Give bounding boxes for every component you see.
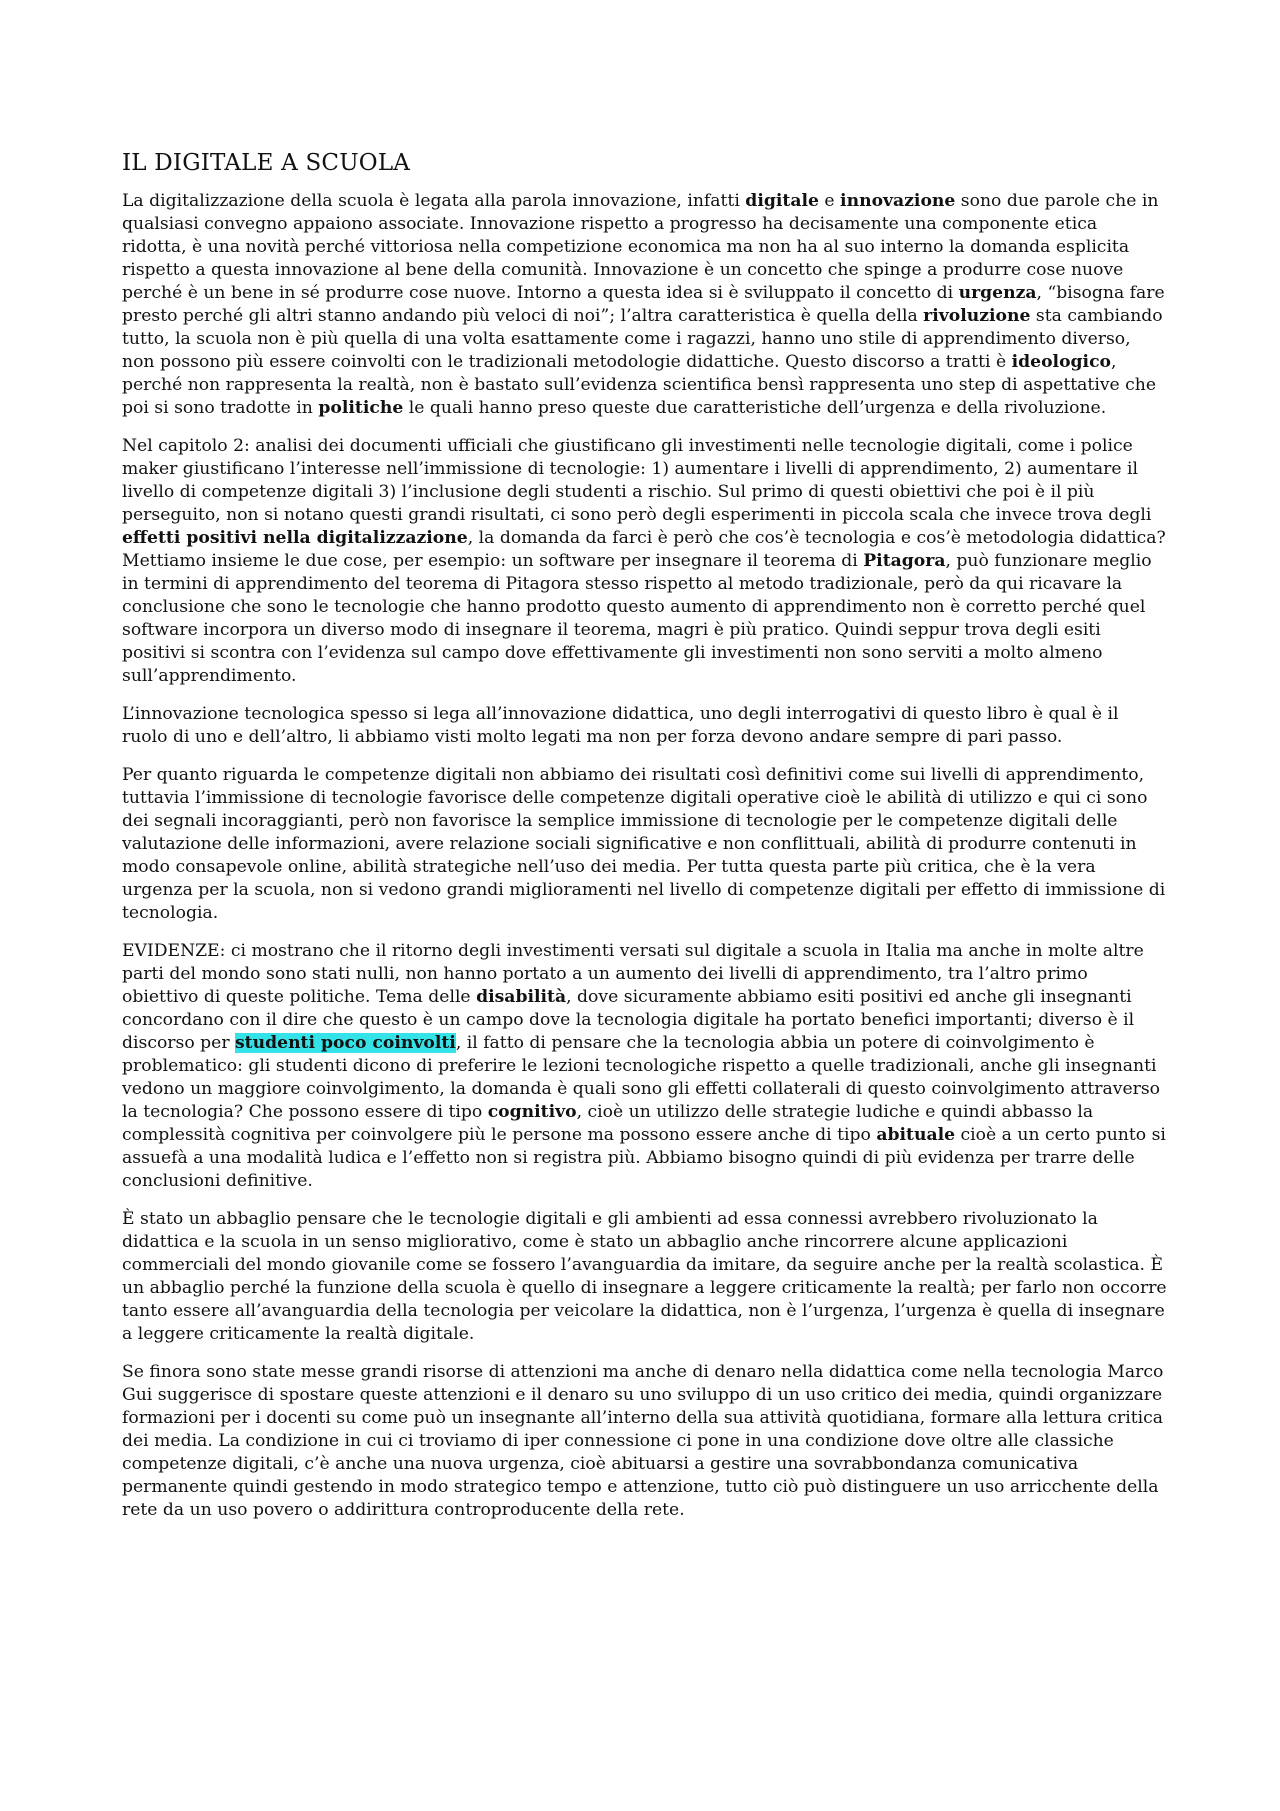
text-run: cioè a un certo punto si assuefà a una modalità ludica e l’effetto non si registra più. Abbiamo bisogno quindi di più evidenza per trarre delle conclusioni definitive.	[122, 1125, 1166, 1191]
bold-term: innovazione	[840, 191, 956, 211]
text-run: , la domanda da farci è però che cos’è tecnologia e cos’è metodologia didattica? Mettiamo insieme le due cose, per esempio: un software per insegnare il teorema di	[122, 528, 1166, 571]
paragraph	[122, 1208, 1167, 1346]
bold-term: ideologico	[1011, 352, 1112, 372]
paragraph	[122, 435, 1167, 688]
text-run: È stato un abbaglio pensare che le tecnologie digitali e gli ambienti ad essa connessi avrebbero rivoluzionato la didattica e la scuola in un senso migliorativo, come è stato un abbaglio anche rincorrere alcune applicazioni commerciali del mondo giovanile come se fossero l’avanguardia da imitare, da seguire anche per la realtà scolastica. È un abbaglio perché la funzione della scuola è quello di insegnare a leggere criticamente la realtà; per farlo non occorre tanto essere all’avanguardia della tecnologia per veicolare la didattica, non è l’urgenza, l’urgenza è quella di insegnare a leggere criticamente la realtà digitale.	[122, 1209, 1167, 1344]
bold-term: abituale	[876, 1125, 956, 1145]
text-run: e	[818, 191, 841, 211]
bold-term: cognitivo	[487, 1102, 577, 1122]
text-run: , il fatto di pensare che la tecnologia abbia un potere di coinvolgimento è problematico: gli studenti dicono di preferire le lezioni tecnologiche rispetto a quelle tradizionali, anche gli insegnanti vedono un maggiore coinvolgimento, la domanda è quali sono gli effetti collaterali di questo coinvolgimento attraverso la tecnologia? Che possono essere di tipo	[122, 1033, 1161, 1122]
text-run: Se finora sono state messe grandi risorse di attenzioni ma anche di denaro nella didattica come nella tecnologia Marco Gui suggerisce di spostare queste attenzioni e il denaro su uno sviluppo di un uso critico dei media, quindi organizzare formazioni per i docenti su come può un insegnante all’interno della sua attività quotidiana, formare alla lettura critica dei media. La condizione in cui ci troviamo di iper connessione ci pone in una condizione dove oltre alle classiche competenze digitali, c’è anche una nuova urgenza, cioè abituarsi a gestire una sovrabbondanza comunicativa permanente quindi gestendo in modo strategico tempo e attenzione, tutto ciò può distinguere un uso arricchente della rete da un uso povero o addirittura controproducente della rete.	[122, 1362, 1164, 1520]
text-run: sta cambiando tutto, la scuola non è più quella di una volta esattamente come i ragazzi, hanno uno stile di apprendimento diverso, non possono più essere coinvolti con le tradizionali metodologie didattiche. Questo discorso a tratti è	[122, 306, 1163, 372]
document-body	[122, 190, 1167, 1522]
text-run: , può funzionare meglio in termini di apprendimento del teorema di Pitagora stesso rispetto al metodo tradizionale, però da qui ricavare la conclusione che sono le tecnologie che hanno prodotto questo aumento di apprendimento non è corretto perché quel software incorpora un diverso modo di insegnare il teorema, magri è più pratico. Quindi seppur trova degli esiti positivi si scontra con l’evidenza sul campo dove effettivamente gli investimenti non sono serviti a molto almeno sull’apprendimento.	[122, 551, 1152, 686]
document-page	[122, 150, 1167, 1537]
bold-term: disabilità	[476, 987, 567, 1007]
text-run: L’innovazione tecnologica spesso si lega all’innovazione didattica, uno degli interrogativi di questo libro è qual è il ruolo di uno e dell’altro, li abbiamo visti molto legati ma non per forza devono andare sempre di pari passo.	[122, 704, 1119, 747]
bold-term: rivoluzione	[923, 306, 1031, 326]
document-title: IL DIGITALE A SCUOLA	[122, 150, 411, 176]
text-run: sono due parole che in qualsiasi convegno appaiono associate. Innovazione rispetto a progresso ha decisamente una componente etica ridotta, è una novità perché vittoriosa nella competizione economica ma non ha al suo interno la domanda esplicita rispetto a questa innovazione al bene della comunità. Innovazione è un concetto che spinge a produrre cose nuove perché è un bene in sé produrre cose nuove. Intorno a questa idea si è sviluppato il concetto di	[122, 191, 1159, 303]
highlighted-text: studenti poco coinvolti	[235, 1033, 456, 1053]
bold-term: digitale	[745, 191, 819, 211]
text-run: La digitalizzazione della scuola è legata alla parola innovazione, infatti	[122, 191, 746, 211]
paragraph	[122, 703, 1167, 749]
text-run: , dove sicuramente abbiamo esiti positivi ed anche gli insegnanti concordano con il dire che questo è un campo dove la tecnologia digitale ha portato benefici importanti; diverso è il discorso per	[122, 987, 1135, 1053]
text-run: , perché non rappresenta la realtà, non è bastato sull’evidenza scientifica bensì rappresenta uno step di aspettative che poi si sono tradotte in	[122, 352, 1157, 418]
bold-term: effetti positivi nella digitalizzazione	[122, 528, 468, 548]
text-run: le quali hanno preso queste due caratteristiche dell’urgenza e della rivoluzione.	[403, 398, 1107, 418]
text-run: , “bisogna fare presto perché gli altri stanno andando più veloci di noi”; l’altra caratteristica è quella della	[122, 283, 1165, 326]
bold-term: politiche	[318, 398, 404, 418]
text-run: EVIDENZE: ci mostrano che il ritorno degli investimenti versati sul digitale a scuola in Italia ma anche in molte altre parti del mondo sono stati nulli, non hanno portato a un aumento dei livelli di apprendimento, tra l’altro primo obiettivo di queste politiche. Tema delle	[122, 941, 1144, 1007]
bold-term: Pitagora	[863, 551, 946, 571]
paragraph	[122, 1361, 1167, 1522]
paragraph	[122, 764, 1167, 925]
text-run: Per quanto riguarda le competenze digitali non abbiamo dei risultati così definitivi come sui livelli di apprendimento, tuttavia l’immissione di tecnologie favorisce delle competenze digitali operative cioè le abilità di utilizzo e qui ci sono dei segnali incoraggianti, però non favorisce la semplice immissione di tecnologie per le competenze digitali delle valutazione delle informazioni, avere relazione sociali significative e non conflittuali, abilità di produrre contenuti in modo consapevole online, abilità strategiche nell’uso dei media. Per tutta questa parte più critica, che è la vera urgenza per la scuola, non si vedono grandi miglioramenti nel livello di competenze digitali per effetto di immissione di tecnologia.	[122, 765, 1166, 923]
text-run: , cioè un utilizzo delle strategie ludiche e quindi abbasso la complessità cognitiva per coinvolgere più le persone ma possono essere anche di tipo	[122, 1102, 1094, 1145]
paragraph	[122, 190, 1167, 420]
paragraph	[122, 940, 1167, 1193]
text-run: Nel capitolo 2: analisi dei documenti ufficiali che giustificano gli investimenti nelle tecnologie digitali, come i police maker giustificano l’interesse nell’immissione di tecnologie: 1) aumentare i livelli di apprendimento, 2) aumentare il livello di competenze digitali 3) l’inclusione degli studenti a rischio. Sul primo di questi obiettivi che poi è il più perseguito, non si notano questi grandi risultati, ci sono però degli esperimenti in piccola scala che invece trova degli	[122, 436, 1152, 525]
bold-term: urgenza	[958, 283, 1037, 303]
